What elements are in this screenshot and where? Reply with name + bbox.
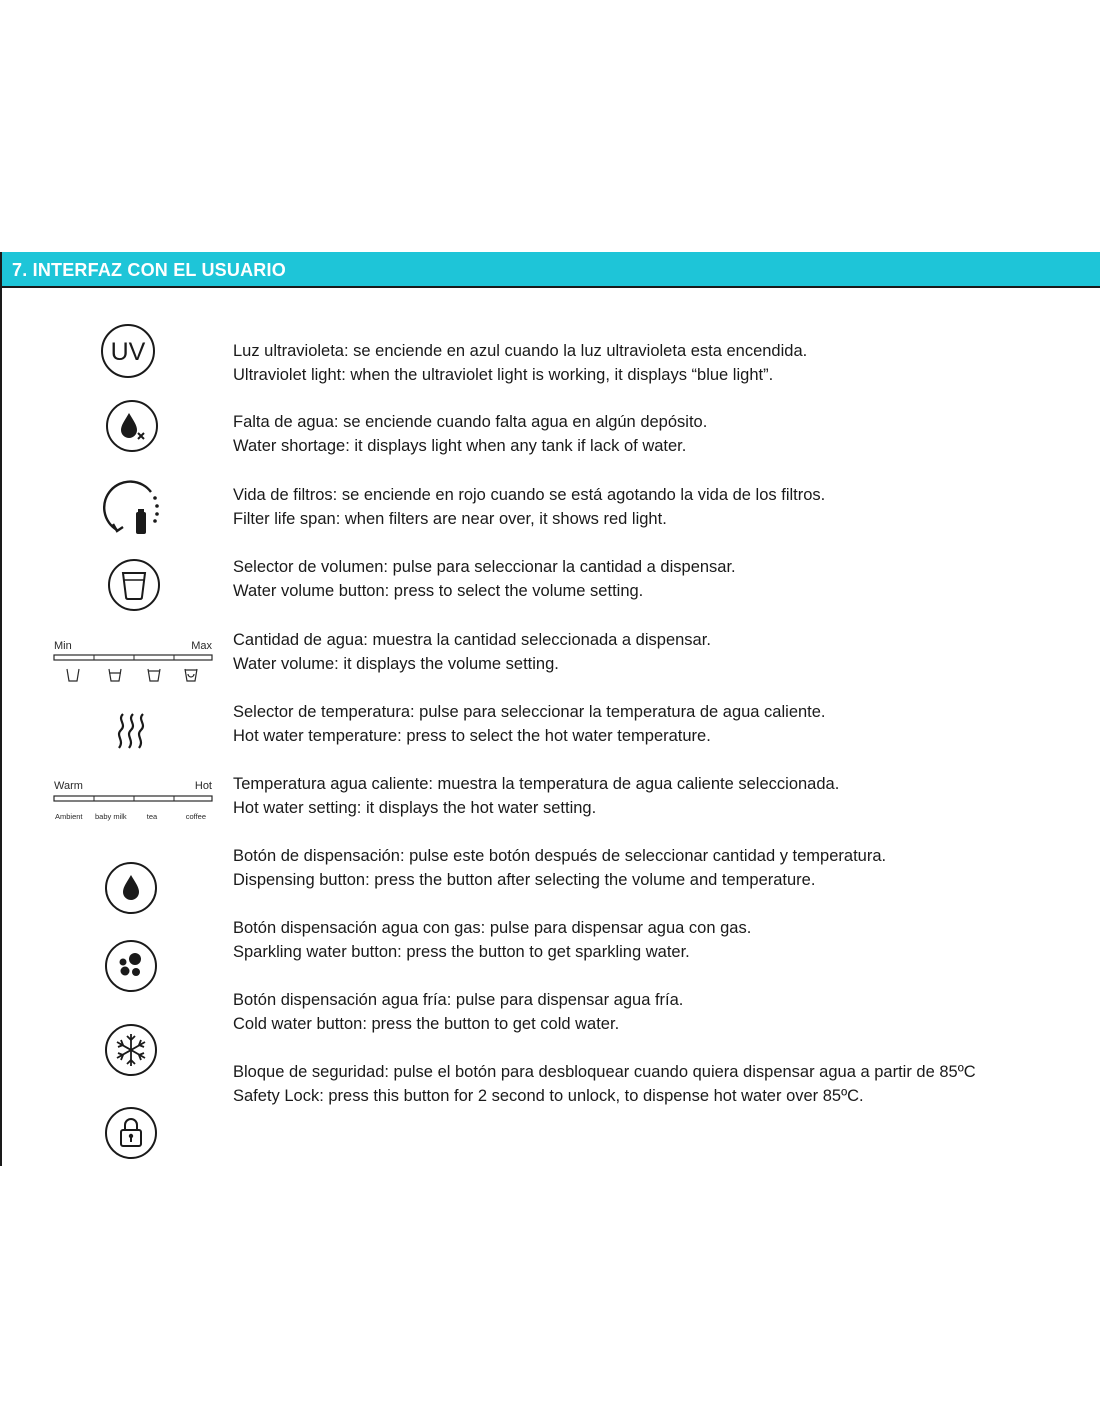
description-en: Hot water setting: it displays the hot water setting. (233, 799, 597, 817)
scale-tick-label: coffee (185, 812, 206, 821)
description-es: Selector de temperatura: pulse para seleccionar la temperatura de agua caliente. (233, 703, 826, 721)
description-es: Selector de volumen: pulse para seleccionar la cantidad a dispensar. (233, 558, 736, 576)
temperature-scale-icon (52, 776, 216, 824)
volume-scale-icon (52, 636, 216, 688)
description-en: Water shortage: it displays light when any tank if lack of water. (233, 437, 687, 455)
description-en: Hot water temperature: press to select the hot water temperature. (233, 727, 711, 745)
sparkling-bubbles-icon (103, 938, 159, 994)
description-en: Safety Lock: press this button for 2 second to unlock, to dispense hot water over 85ºC. (233, 1087, 864, 1105)
uv-icon-label: UV (110, 338, 146, 366)
heat-waves-icon (113, 712, 153, 754)
snowflake-icon (103, 1022, 159, 1078)
description-es: Luz ultravioleta: se enciende en azul cuando la luz ultravioleta esta encendida. (233, 342, 808, 360)
description-es: Botón de dispensación: pulse este botón después de seleccionar cantidad y temperatura. (233, 847, 887, 865)
scale-max-label: Max (191, 640, 212, 652)
description-en: Cold water button: press the button to get cold water. (233, 1015, 620, 1033)
filter-life-icon (103, 478, 167, 542)
description-es: Falta de agua: se enciende cuando falta agua en algún depósito. (233, 413, 708, 431)
description-es: Botón dispensación agua fría: pulse para dispensar agua fría. (233, 991, 684, 1009)
description-en: Water volume button: press to select the volume setting. (233, 582, 644, 600)
dispense-drop-icon (103, 860, 159, 916)
description-es: Temperatura agua caliente: muestra la temperatura de agua caliente seleccionada. (233, 775, 840, 793)
scale-tick-label: Ambient (55, 812, 83, 821)
description-en: Dispensing button: press the button after selecting the volume and temperature. (233, 871, 816, 889)
description-en: Filter life span: when filters are near over, it shows red light. (233, 510, 667, 528)
description-en: Sparkling water button: press the button to get sparkling water. (233, 943, 690, 961)
scale-min-label: Min (54, 640, 72, 652)
description-es: Vida de filtros: se enciende en rojo cuando se está agotando la vida de los filtros. (233, 486, 826, 504)
scale-max-label: Hot (194, 780, 212, 792)
frame-border (0, 252, 2, 1166)
cup-icon (106, 557, 162, 613)
scale-tick-label: baby milk (95, 812, 127, 821)
lock-icon (103, 1105, 159, 1161)
uv-icon (100, 323, 156, 379)
description-es: Botón dispensación agua con gas: pulse para dispensar agua con gas. (233, 919, 752, 937)
water-shortage-icon (104, 398, 160, 454)
description-es: Cantidad de agua: muestra la cantidad seleccionada a dispensar. (233, 631, 711, 649)
scale-min-label: Warm (54, 780, 83, 792)
description-en: Water volume: it displays the volume setting. (233, 655, 559, 673)
description-es: Bloque de seguridad: pulse el botón para desbloquear cuando quiera dispensar agua a partir de 85ºC (233, 1063, 976, 1081)
section-title: 7. INTERFAZ CON EL USUARIO (12, 260, 286, 280)
description-en: Ultraviolet light: when the ultraviolet light is working, it displays “blue light”. (233, 366, 774, 384)
section-header (2, 252, 1100, 288)
scale-tick-label: tea (146, 812, 158, 821)
